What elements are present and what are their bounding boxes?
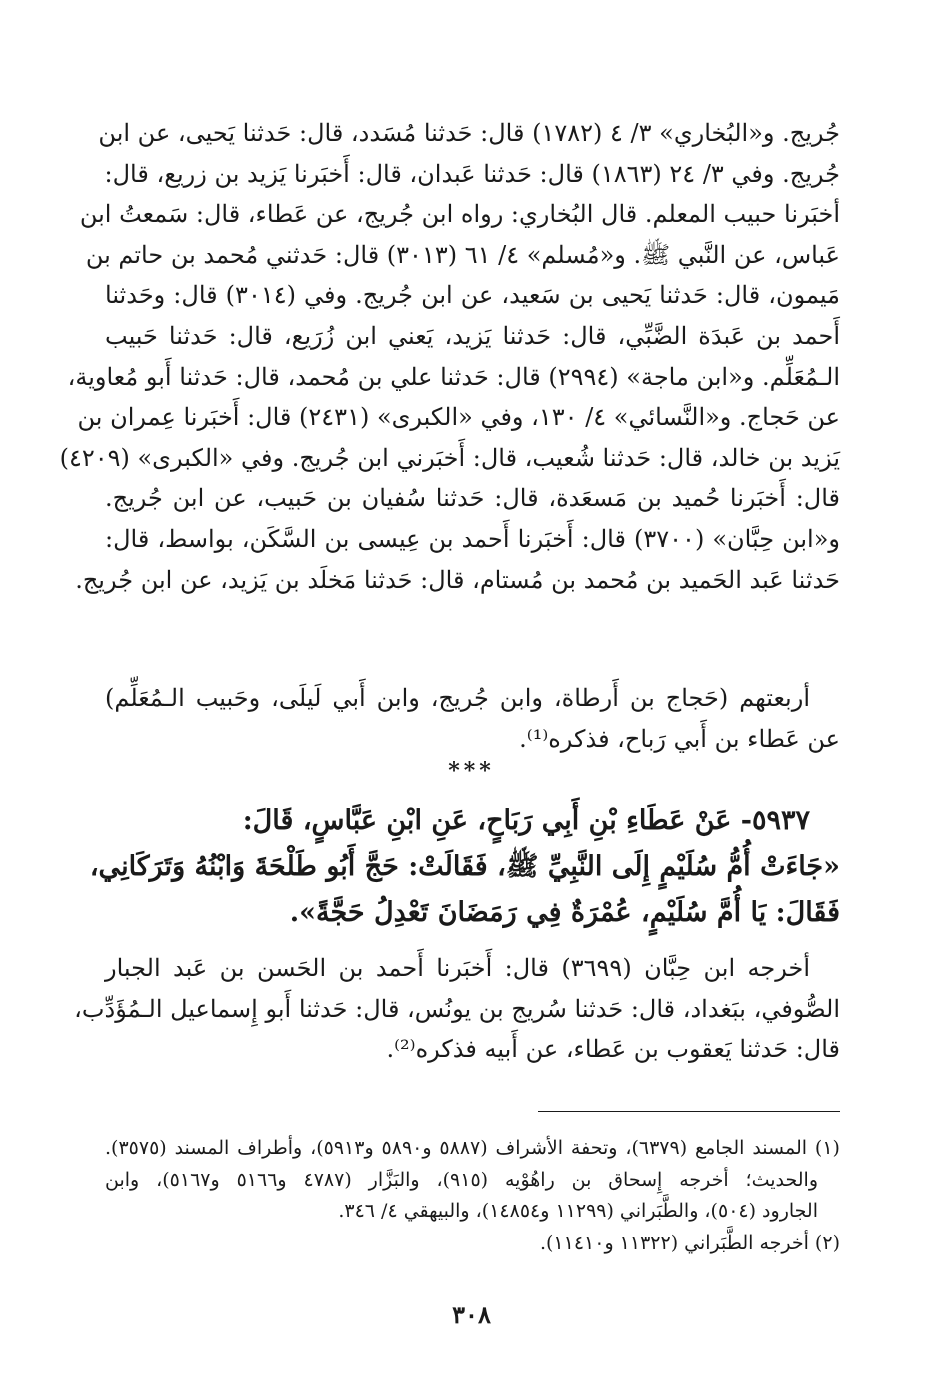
paragraph-takhrij xyxy=(74,948,840,1070)
footnote-line: (١) المسند الجامع (٦٣٧٩)، وتحفة الأشراف (٥٨٨٧ و٥٨٩٠ و٥٩١٣)، وأطراف المسند (٣٥٧٥). xyxy=(105,1137,840,1159)
footnote-divider xyxy=(538,1111,840,1112)
text-line: الـمُعَلِّم. و«ابن ماجة» (٢٩٩٤) قال: حَدثنا علي بن مُحمد، قال: حَدثنا أَبو مُعاوية، xyxy=(67,362,840,391)
text-line: أخرجه ابن حِبَّان (٣٦٩٩) قال: أَخبَرنا أَحمد بن الحَسن بن عَبد الجبار xyxy=(105,954,810,982)
text-line: قال: حَدثنا يَعقوب بن عَطاء، عن أَبيه فذكره⁽²⁾. xyxy=(386,1035,840,1064)
text-line: جُريج. وفي ٣/ ٢٤ (١٨٦٣) قال: حَدثنا عَبدان، قال: أَخبَرنا يَزيد بن زريع، قال: xyxy=(104,159,840,188)
paragraph-sources-1 xyxy=(59,113,841,600)
text-line: مَيمون، قال: حَدثنا يَحيى بن سَعيد، عن ابن جُريج. وفي (٣٠١٤) قال: وحَدثنا xyxy=(105,281,841,310)
text-line: عن حَجاج. و«النَّسائي» ٤/ ١٣٠، وفي «الكبرى» (٢٤٣١) قال: أَخبَرنا عِمران بن xyxy=(77,403,840,432)
footnotes xyxy=(105,1133,840,1259)
text-line: أَحمد بن عَبدَة الضَّبِّي، قال: حَدثنا يَزيد، يَعني ابن زُرَيع، قال: حَدثنا حَبيب xyxy=(105,321,840,350)
text-line: حَدثنا عَبد الحَميد بن مُحمد بن مُستام، قال: حَدثنا مَخلَد بن يَزيد، عن ابن جُريج. xyxy=(75,565,840,594)
text-line: يَزيد بن خالد، قال: حَدثنا شُعيب، قال: أَخبَرني ابن جُريج. وفي «الكبرى» (٤٢٠٩) xyxy=(59,443,840,472)
footnote-line: (٢) أخرجه الطَّبَراني (١١٣٢٢ و١١٤١٠). xyxy=(539,1231,840,1254)
paragraph-summary xyxy=(105,678,840,759)
hadith-line: فَقَالَ: يَا أُمَّ سُلَيْمٍ، عُمْرَةٌ فِي رَمَضَانَ تَعْدِلُ حَجَّةً». xyxy=(289,897,840,928)
section-separator: *** xyxy=(448,758,495,784)
text-line: عن عَطاء بن أَبي رَباح، فذكره⁽¹⁾. xyxy=(519,724,840,753)
text-line: أخبَرنا حبيب المعلم. قال البُخاري: رواه ابن جُريج، عن عَطاء، قال: سَمعتُ ابن xyxy=(79,200,840,229)
footnote-line: والحديث؛ أخرجه إِسحاق بن راهُوْيه (٩١٥)، والبَزَّار (٤٧٨٧ و٥١٦٦ و٥١٦٧)، وابن xyxy=(105,1168,819,1191)
text-line: قال: أَخبَرنا حُميد بن مَسعَدة، قال: حَدثنا سُفيان بن حَبيب، عن ابن جُريج. xyxy=(105,484,840,513)
text-line: و«ابن حِبَّان» (٣٧٠٠) قال: أَخبَرنا أَحمد بن عِيسى بن السَّكَن، بواسط، قال: xyxy=(105,524,841,553)
text-line: أربعتهم (حَجاج بن أَرطاة، وابن جُريج، وابن أَبي لَيلَى، وحَبيب الـمُعَلِّم) xyxy=(105,684,810,712)
text-line: عَباس، عن النَّبي ﷺ. و«مُسلم» ٤/ ٦١ (٣٠١٣) قال: حَدثني مُحمد بن حاتم بن xyxy=(85,240,840,269)
text-line: الصُّوفي، ببَغداد، قال: حَدثنا سُريج بن يونُس، قال: حَدثنا أَبو إِسماعيل الـمُؤَدِّب، xyxy=(74,994,840,1023)
hadith-text xyxy=(89,798,840,936)
text-line: جُريج. و«البُخاري» ٣/ ٤ (١٧٨٢) قال: حَدثنا مُسَدد، قال: حَدثنا يَحيى، عن ابن xyxy=(98,119,840,147)
page-number: ٣٠٨ xyxy=(452,1300,491,1329)
footnote-line: الجارود (٥٠٤)، والطَّبَراني (١١٢٩٩ و١٤٨٥٤)، والبيهقي ٤/ ٣٤٦. xyxy=(338,1200,818,1222)
hadith-line: «جَاءَتْ أُمُّ سُلَيْمٍ إِلَى النَّبِيِّ ﷺ، فَقَالَتْ: حَجَّ أَبُو طَلْحَةَ وَابْنُهُ وَتَرَكَانِي، xyxy=(89,851,840,882)
hadith-heading: ٥٩٣٧- عَنْ عَطَاءِ بْنِ أَبِي رَبَاحٍ، عَنِ ابْنِ عَبَّاسٍ، قَالَ: xyxy=(242,805,810,836)
